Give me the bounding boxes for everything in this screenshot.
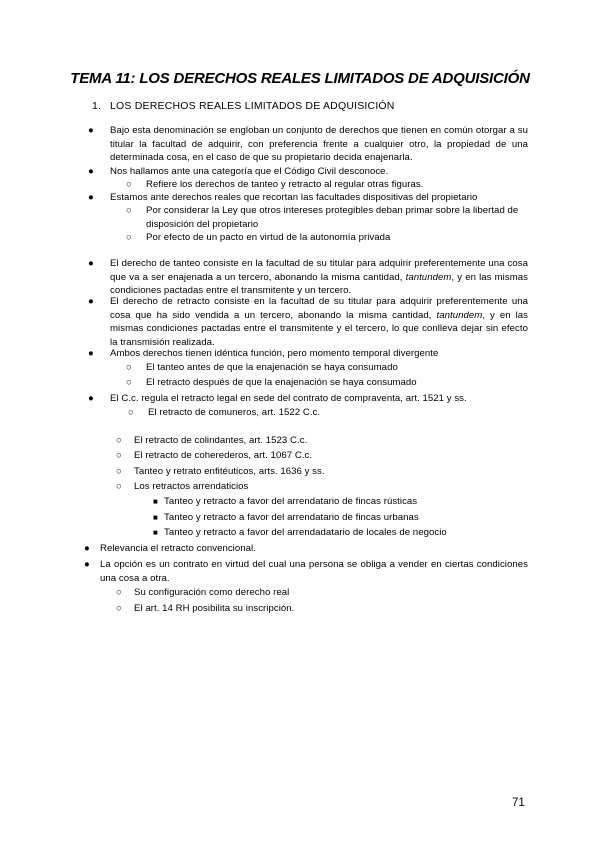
bullet-marker: ● xyxy=(88,348,94,359)
sub-item xyxy=(116,602,528,616)
sub-item-text: El retracto de comuneros, art. 1522 C.c. xyxy=(148,407,321,418)
bullet-text: Nos hallamos ante una categoría que el Código Civil desconoce. xyxy=(110,166,389,177)
sub-sub-item-text: Tanteo y retracto a favor del arrendatario de fincas rústicas xyxy=(164,496,418,507)
sub-item xyxy=(116,434,528,448)
bullet-item xyxy=(88,347,528,361)
sub-sub-item-text: Tanteo y retracto a favor del arrendatario de fincas urbanas xyxy=(164,512,419,523)
bullet-text: El derecho de tanteo consiste en la facultad de su titular para adquirir preferentemente una cosa que va a ser enajenada a un tercero, abonando la misma cantidad, xyxy=(110,258,528,283)
sub-item xyxy=(128,406,528,420)
sub-sub-item xyxy=(153,495,528,509)
section-number: 1. xyxy=(92,100,102,112)
sub-item xyxy=(126,361,528,375)
sub-item-text: El tanteo antes de que la enajenación se haya consumado xyxy=(146,362,398,373)
sub-item-text: Por efecto de un pacto en virtud de la autonomía privada xyxy=(146,232,391,243)
sub-item-text: El art. 14 RH posibilita su inscripción. xyxy=(134,603,295,614)
circle-marker: ○ xyxy=(116,603,122,614)
bullet-item xyxy=(84,558,528,585)
bullet-marker: ● xyxy=(88,192,94,203)
sub-item-text: Refiere los derechos de tanteo y retracto al regular otras figuras. xyxy=(146,179,424,190)
sub-sub-item xyxy=(153,526,528,540)
sub-item xyxy=(116,465,528,479)
circle-marker: ○ xyxy=(116,481,122,492)
latin-term: tantundem xyxy=(436,309,483,321)
sub-item-text: Los retractos arrendaticios xyxy=(134,481,249,492)
circle-marker: ○ xyxy=(116,466,122,477)
bullet-marker: ● xyxy=(84,543,90,554)
circle-marker: ○ xyxy=(116,435,122,446)
sub-item xyxy=(126,178,528,192)
sub-sub-item xyxy=(153,511,528,525)
bullet-item xyxy=(88,165,528,179)
page-title: TEMA 11: LOS DERECHOS REALES LIMITADOS DE ADQUISICIÓN xyxy=(70,70,530,87)
circle-marker: ○ xyxy=(128,407,134,418)
bullet-marker: ● xyxy=(88,296,94,307)
bullet-text: Estamos ante derechos reales que recortan las facultades dispositivas del propietario xyxy=(110,192,478,203)
sub-item-text: Tanteo y retrato enfitéuticos, arts. 1636 y ss. xyxy=(134,466,325,477)
page-number: 71 xyxy=(512,797,525,809)
bullet-marker: ● xyxy=(88,125,94,136)
square-marker: ■ xyxy=(153,497,158,506)
sub-item-text: Su configuración como derecho real xyxy=(134,587,290,598)
circle-marker: ○ xyxy=(126,179,132,190)
circle-marker: ○ xyxy=(126,377,132,388)
bullet-item xyxy=(84,542,528,556)
bullet-item xyxy=(88,295,528,349)
sub-item-text: El retracto después de que la enajenación se haya consumado xyxy=(146,377,417,388)
bullet-item xyxy=(88,392,528,406)
bullet-text-cont: , y en las mismas condiciones pactadas entre el transmitente y un tercero. xyxy=(110,271,528,297)
square-marker: ■ xyxy=(153,513,158,522)
sub-sub-item-text: Tanteo y retracto a favor del arrendadatario de locales de negocio xyxy=(164,527,447,538)
sub-item xyxy=(126,204,528,231)
bullet-text: El derecho de retracto consiste en la facultad de su titular para adquirir preferentemente una cosa que ha sido vendida a un tercero, abonando la misma cantidad, xyxy=(110,296,528,321)
circle-marker: ○ xyxy=(126,232,132,243)
circle-marker: ○ xyxy=(126,205,132,216)
bullet-marker: ● xyxy=(88,166,94,177)
section-label: LOS DERECHOS REALES LIMITADOS DE ADQUISICIÓN xyxy=(110,100,395,112)
sub-item xyxy=(126,231,528,245)
bullet-text: La opción es un contrato en virtud del cual una persona se obliga a vender en ciertas condiciones una cosa a otra. xyxy=(100,559,528,584)
bullet-text: Bajo esta denominación se engloban un conjunto de derechos que tienen en común otorgar a su titular la facultad de adquirir, con preferencia frente a cualquier otro, la propiedad de una determinada cosa, en el caso de que su propietario decida enajenarla. xyxy=(110,125,528,164)
circle-marker: ○ xyxy=(116,450,122,461)
section-heading xyxy=(92,100,395,112)
bullet-item xyxy=(88,257,528,298)
bullet-text: El C.c. regula el retracto legal en sede del contrato de compraventa, art. 1521 y ss. xyxy=(110,393,467,404)
sub-item-text: El retracto de coherederos, art. 1067 C.c. xyxy=(134,450,313,461)
bullet-item xyxy=(88,191,528,205)
bullet-marker: ● xyxy=(84,559,90,570)
square-marker: ■ xyxy=(153,528,158,537)
latin-term: tantundem xyxy=(405,271,452,283)
sub-item xyxy=(126,376,528,390)
bullet-text-cont: , y en las mismas condiciones pactadas entre el transmitente y el tercero, lo que conlleva dejar sin efecto la transmisión realizada. xyxy=(110,309,528,348)
circle-marker: ○ xyxy=(126,362,132,373)
bullet-marker: ● xyxy=(88,393,94,404)
bullet-text: Relevancia el retracto convencional. xyxy=(100,543,256,554)
sub-item xyxy=(116,480,528,494)
bullet-item xyxy=(88,124,528,165)
sub-item xyxy=(116,449,528,463)
sub-item-text: Por considerar la Ley que otros intereses protegibles deban primar sobre la libertad de disposición del propietario xyxy=(146,205,519,230)
bullet-text: Ambos derechos tienen idéntica función, pero momento temporal divergente xyxy=(110,348,439,359)
sub-item xyxy=(116,586,528,600)
circle-marker: ○ xyxy=(116,587,122,598)
sub-item-text: El retracto de colindantes, art. 1523 C.c. xyxy=(134,435,308,446)
bullet-marker: ● xyxy=(88,258,94,269)
